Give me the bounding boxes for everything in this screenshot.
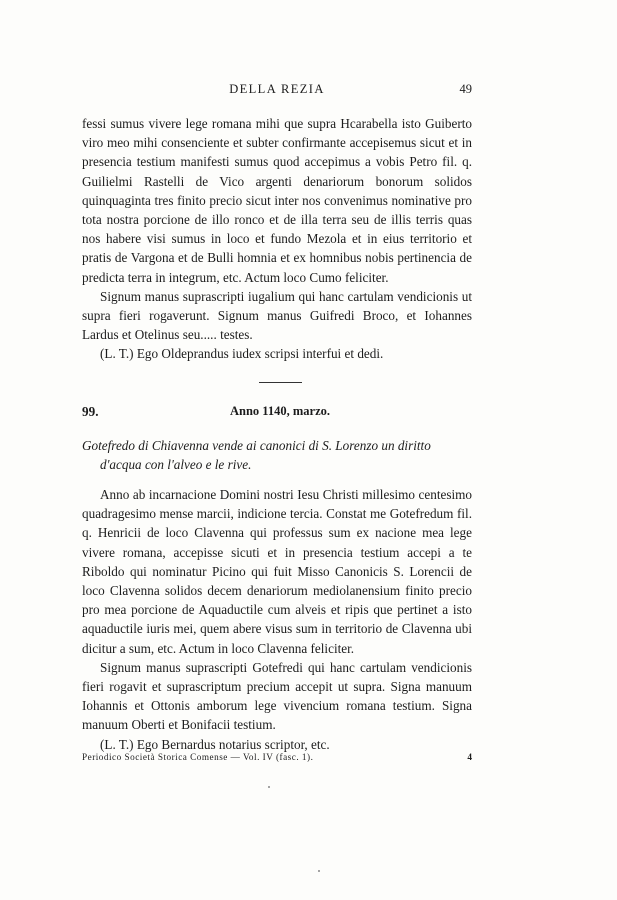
running-title: DELLA REZIA	[229, 82, 325, 96]
paper-speck	[268, 786, 270, 788]
paragraph: fessi sumus vivere lege romana mihi que supra Hcarabella isto Guiberto viro meo mihi consenciente et subter confirmante accepisemus sicut et in presencia testium manifesti sumus quod accepimus a vobis Petro fil. q. Guilielmi Rastelli de Vico argenti denariorum bonorum solidos quinquaginta tres finito precio sicut inter nos convenimus nominative pro tota nostra porcione de illo ronco et de illa terra seu de illis terris quas nos habere visi sumus in loco et fundo Mezola et in eius territorio et pratis de Vargona et de Bulli homnia et ex homnibus nobis pertinencia de predicta terra in integrum, etc. Actum loco Cumo feliciter.	[82, 116, 472, 285]
section-divider	[259, 382, 302, 383]
document-text	[82, 485, 472, 754]
paragraph: Signum manus suprascripti iugalium qui hanc cartulam vendicionis ut supra fieri rogaverunt. Signum manus Guifredi Broco, et Iohannes Lardus et Otelinus seu..... testes.	[82, 288, 472, 343]
summary-line: Gotefredo di Chiavenna vende ai canonici di S. Lorenzo un diritto	[82, 438, 431, 453]
paragraph: Anno ab incarnacione Domini nostri Iesu Christi millesimo centesimo quadragesimo mense marcii, indicione tercia. Constat me Gotefredum fil. q. Henricii de loco Clavenna qui professus sum ex nacione mea lege vivere romana, accepisse sicuti et in presencia testium accepi a te Riboldo qui nominatur Picino qui fuit Misso Canonicis S. Lorencii de loco Clavenna solidos decem denariorum mediolanensium finito precio pro mea porcione de Aquaductile cum alveis et ripis que pertinet a isto aquaductile iuris mei, quem abere visus sum in territorio de Clavenna ubi dicitur a sum, etc. Actum in loco Clavenna feliciter.	[82, 487, 472, 656]
paragraph: (L. T.) Ego Oldeprandus iudex scripsi interfui et dedi.	[100, 346, 384, 362]
document-date: Anno 1140, marzo.	[230, 404, 330, 418]
continued-document-text	[82, 114, 472, 364]
paper-speck	[318, 870, 320, 872]
summary-line: d'acqua con l'alveo e le rive.	[100, 457, 252, 473]
paragraph: (L. T.) Ego Bernardus notarius scriptor, etc.	[100, 736, 330, 752]
journal-footnote: Periodico Società Storica Comense — Vol. IV (fasc. 1).	[82, 752, 314, 762]
page-footer	[82, 752, 472, 764]
document-number: 99.	[82, 404, 99, 419]
document-summary	[82, 436, 472, 474]
signature-mark: 4	[467, 752, 472, 762]
document-heading	[82, 404, 472, 424]
paragraph: Signum manus suprascripti Gotefredi qui hanc cartulam vendicionis fieri rogavit et suprascriptum precium accepit ut supra. Signa manuum Iohannis et Ottonis amborum lege vivencium romana testium. Signa manuum Oberti et Bonifacii testium.	[82, 659, 472, 733]
page-number: 49	[459, 82, 472, 96]
running-header	[82, 82, 472, 100]
